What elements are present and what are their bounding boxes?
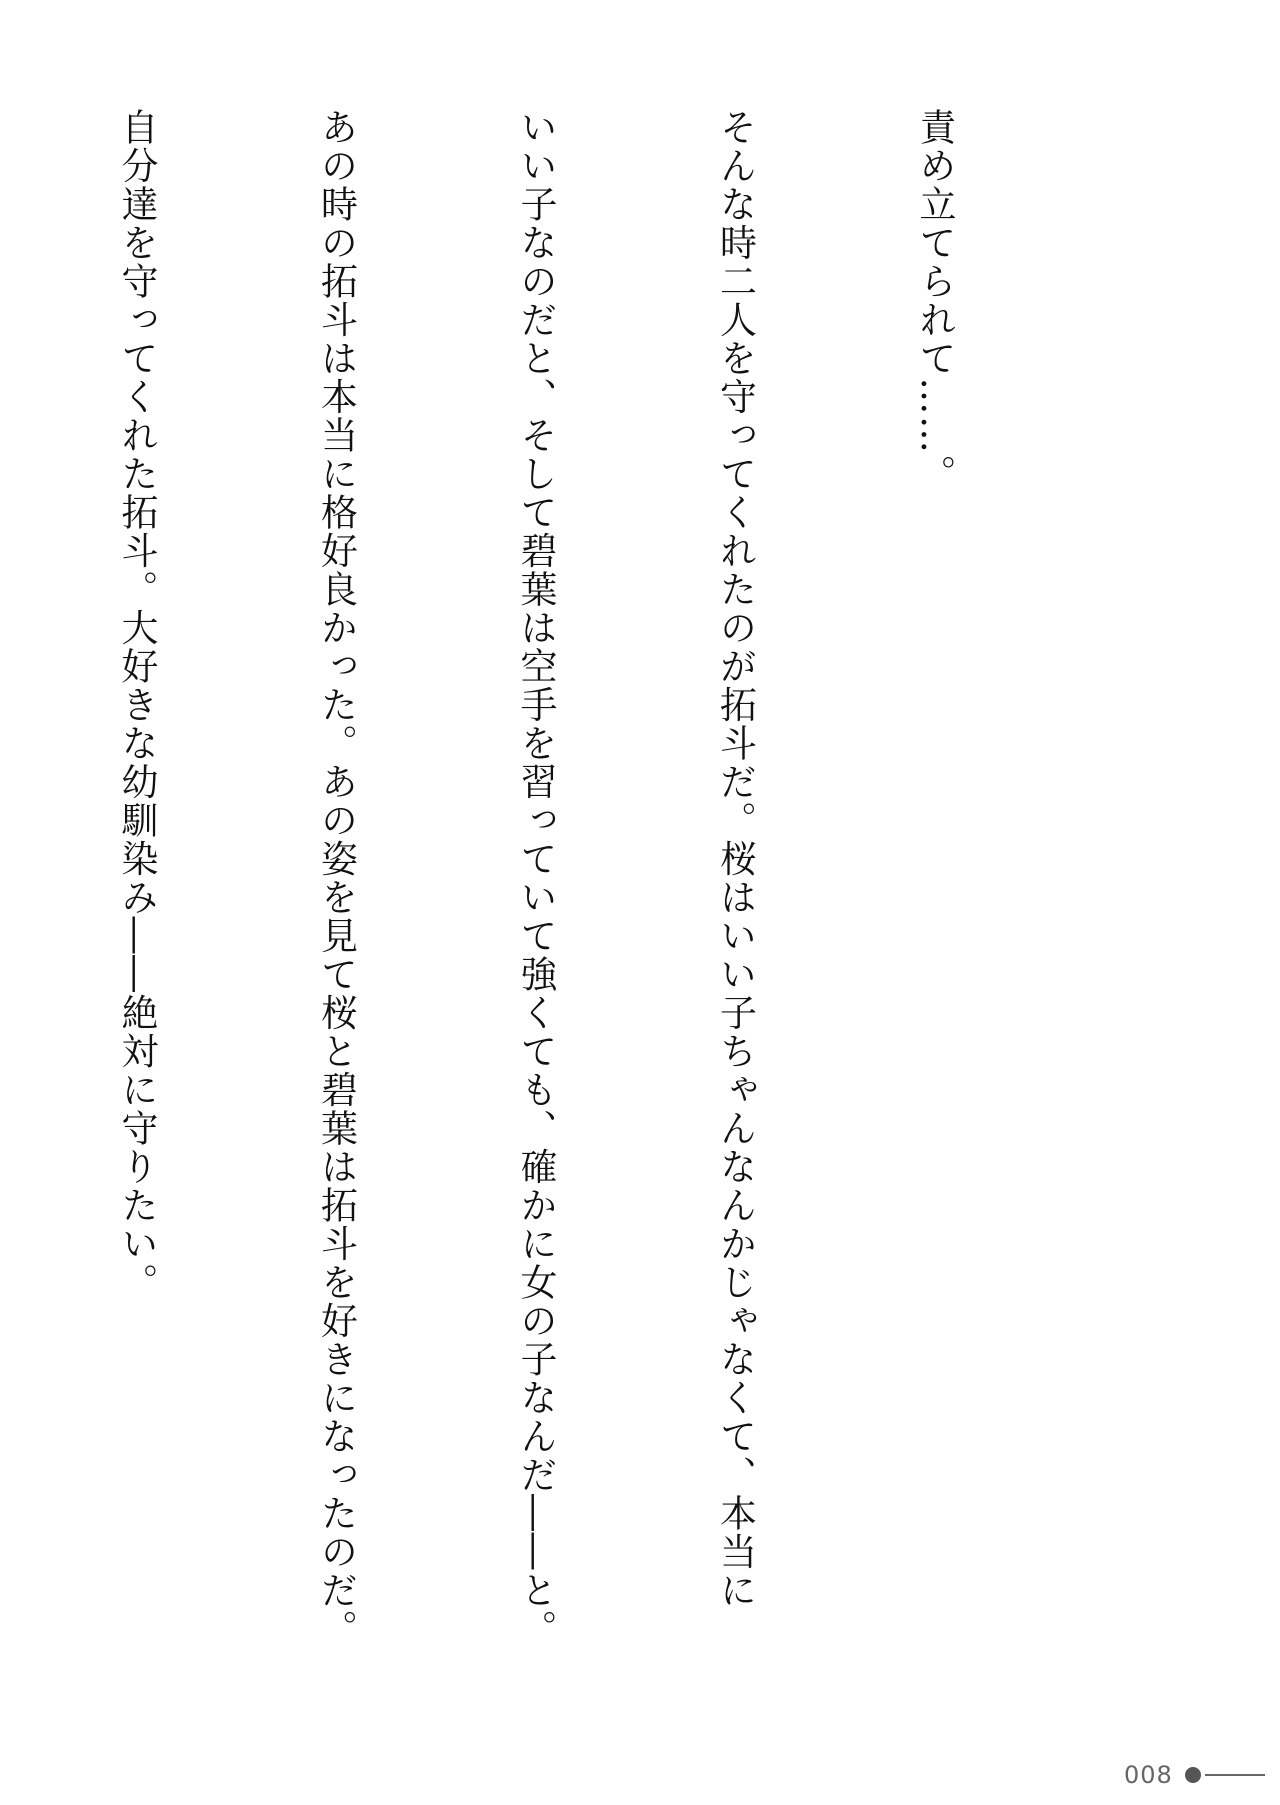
page-number: 008 (1124, 1761, 1173, 1789)
page-folio (1124, 1760, 1265, 1790)
text-line-5: 自分達を守ってくれた拓斗。大好きな幼馴染み――絶対に守りたい。 (115, 108, 158, 1302)
text-line-2: そんな時二人を守ってくれたのが拓斗だ。桜はいい子ちゃんなんかじゃなくて、本当に (713, 108, 757, 1610)
text-line-3: いい子なのだと、そして碧葉は空手を習っていて強くても、確かに女の子なんだ――と。 (514, 108, 557, 1648)
vertical-body-text (0, 108, 1100, 1648)
folio-rule (1205, 1774, 1265, 1776)
text-line-4: あの時の拓斗は本当に格好良かった。あの姿を見て桜と碧葉は拓斗を好きになったのだ。 (314, 108, 358, 1648)
text-line-1: 責め立てられて……。 (913, 108, 956, 493)
folio-dot-icon (1185, 1767, 1201, 1783)
